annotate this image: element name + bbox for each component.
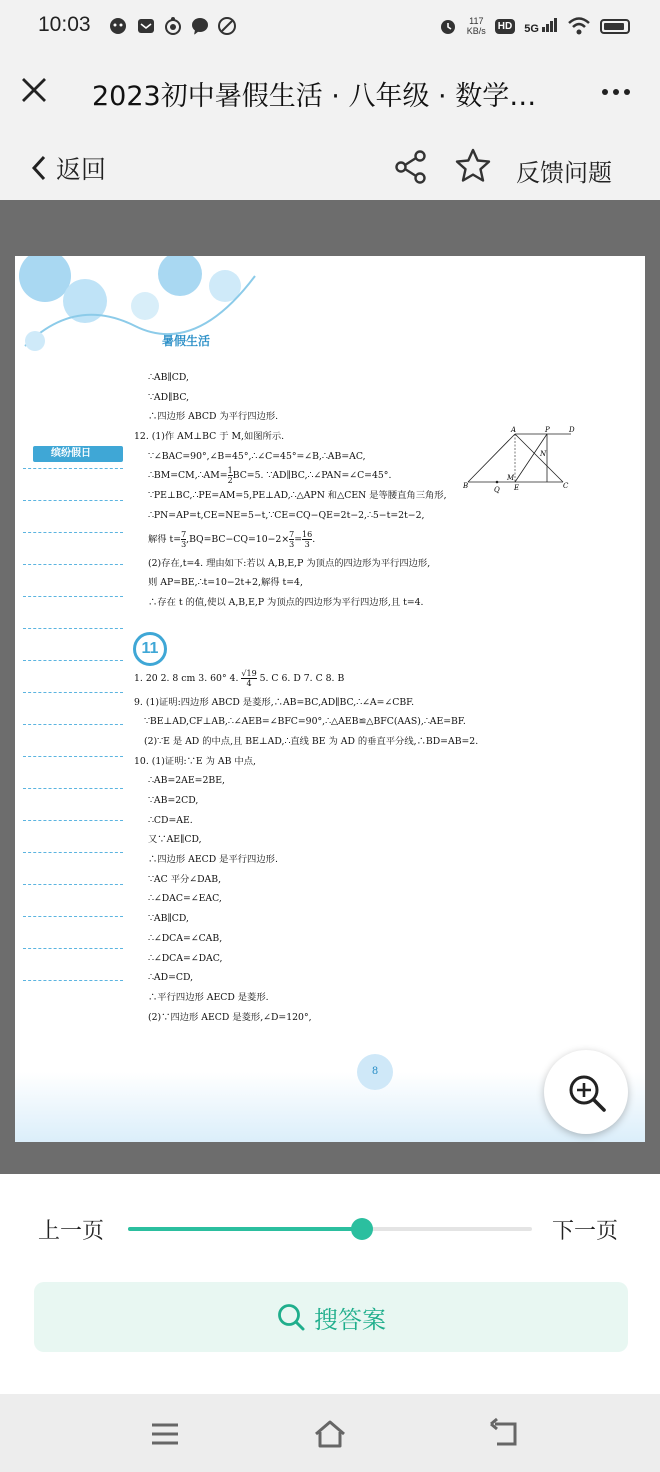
status-bar <box>0 0 660 52</box>
hd-badge: HD <box>495 19 515 34</box>
section-title: 暑假生活 <box>162 334 211 348</box>
fraction <box>302 530 312 549</box>
menu-icon[interactable] <box>147 1416 183 1452</box>
text-line: ∵AC 平分∠DAB, <box>148 873 222 885</box>
text-line: ∴四边形 ABCD 为平行四边形. <box>148 411 279 423</box>
text-segment: = <box>294 533 303 545</box>
text-line: 又∵AE∥CD, <box>148 834 202 846</box>
signal-label: 5G <box>524 22 539 35</box>
text-segment: 5. C 6. D 7. C 8. B <box>256 672 345 684</box>
app-icon <box>163 16 183 36</box>
figure-label: D <box>569 426 575 434</box>
figure-label: E <box>514 484 520 492</box>
chevron-left-icon <box>30 153 48 183</box>
fraction-denominator: 3 <box>289 539 295 549</box>
back-label: 返回 <box>56 155 107 184</box>
text-line: 12. (1)作 AM⊥BC 于 M,如图所示. <box>134 431 285 443</box>
chat-icon <box>190 16 210 36</box>
signal-strength <box>524 18 558 35</box>
search-icon <box>276 1302 306 1332</box>
document-viewer[interactable] <box>0 200 660 1174</box>
text-line: (2)∵四边形 AECD 是菱形,∠D=120°, <box>148 1011 312 1023</box>
title-bar <box>0 52 660 134</box>
text-line: (2)存在,t=4. 理由如下:若以 A,B,E,P 为顶点的四边形为平行四边形, <box>148 557 431 569</box>
text-line: ∵AB∥CD, <box>148 913 189 925</box>
mail-icon <box>136 16 156 36</box>
text-segment: ∴BM=CM,∴AM= <box>148 470 228 482</box>
text-line: ∴AB=2AE=2BE, <box>148 775 225 787</box>
figure-label: C <box>563 482 569 490</box>
text-line: ∵∠BAC=90°,∠B=45°,∴∠C=45°=∠B,∴AB=AC, <box>148 450 366 462</box>
fraction-denominator: 4 <box>246 678 252 688</box>
floral-decoration-icon <box>15 256 305 376</box>
more-dot-icon <box>613 89 619 95</box>
figure-label: M <box>507 474 515 482</box>
text-line: 9. (1)证明:四边形 ABCD 是菱形,∴AB=BC,AD∥BC,∴∠A=∠CBF. <box>134 696 415 708</box>
page-number: 8 <box>357 1054 393 1090</box>
signal-bars-icon <box>542 18 558 32</box>
text-line: ∵BE⊥AD,CF⊥AB,∴∠AEB=∠BFC=90°,∴△AEB≌△BFC(AAS),∴AE=BF. <box>144 716 466 728</box>
fraction-numerator: 7 <box>181 529 187 539</box>
text-line: ∴∠DCA=∠DAC, <box>148 952 223 964</box>
slider-progress <box>128 1227 362 1231</box>
status-time: 10:03 <box>38 13 91 36</box>
fraction <box>241 669 256 688</box>
fraction-denominator: 3 <box>181 539 187 549</box>
more-dot-icon <box>624 89 630 95</box>
battery-icon <box>600 19 630 34</box>
margin-note-lines <box>23 468 123 1012</box>
text-line: ∴四边形 AECD 是平行四边形. <box>148 854 278 866</box>
text-segment: 解得 t= <box>148 533 182 545</box>
back-button[interactable] <box>30 148 106 188</box>
text-segment: BC=5. ∵AD∥BC,∴∠PAN=∠C=45°. <box>232 470 392 482</box>
text-segment: . <box>312 533 316 545</box>
text-line: ∴∠DCA=∠CAB, <box>148 932 223 944</box>
zoom-in-icon[interactable] <box>544 1050 628 1134</box>
document-page <box>15 256 645 1142</box>
text-line: ∴CD=AE. <box>148 814 193 826</box>
more-dot-icon <box>602 89 608 95</box>
text-line: 10. (1)证明:∵E 为 AB 中点, <box>134 755 256 767</box>
notification-icon <box>108 16 128 36</box>
figure-label: N <box>540 450 547 458</box>
system-nav-bar <box>0 1394 660 1472</box>
page-slider[interactable] <box>128 1227 532 1231</box>
page-title: 2023初中暑假生活 · 八年级 · 数学… <box>92 81 537 112</box>
back-nav-icon[interactable] <box>487 1416 523 1452</box>
figure-label: Q <box>494 486 500 494</box>
figure-label: A <box>511 426 517 434</box>
text-line: (2)∵E 是 AD 的中点,且 BE⊥AD,∴直线 BE 为 AD 的垂直平分线,∴BD=AB=2. <box>144 735 479 747</box>
share-icon[interactable] <box>392 148 430 186</box>
section-spacer <box>134 613 634 665</box>
text-segment: ,BQ=BC−CQ=10−2× <box>186 533 290 545</box>
text-line: ∴∠DAC=∠EAC, <box>148 893 222 905</box>
pager-panel <box>0 1174 660 1394</box>
text-line: ∴AB∥CD, <box>148 372 189 383</box>
text-line: ∴平行四边形 AECD 是菱形. <box>148 991 269 1003</box>
wifi-icon <box>567 16 591 36</box>
search-answer-button[interactable] <box>34 1282 628 1352</box>
more-options-button[interactable] <box>596 72 636 112</box>
text-segment: 1. 20 2. 8 cm 3. 60° 4. <box>134 672 242 684</box>
text-line: ∴PN=AP=t,CE=NE=5−t,∵CE=CQ−QE=2t−2,∴5−t=2t−2, <box>148 509 425 521</box>
fraction-denominator: 3 <box>304 539 310 549</box>
side-label: 缤纷假日 <box>33 446 123 462</box>
search-answer-label: 搜答案 <box>314 1305 386 1334</box>
net-speed-value: 117 <box>469 16 484 26</box>
fraction-numerator: √19 <box>241 668 257 678</box>
slider-thumb[interactable] <box>351 1218 373 1240</box>
alarm-icon <box>438 16 458 36</box>
text-line: ∵AB=2CD, <box>148 795 199 806</box>
leaf-icon <box>217 16 237 36</box>
network-speed <box>467 16 486 36</box>
text-line: ∴存在 t 的值,使以 A,B,E,P 为顶点的四边形为平行四边形,且 t=4. <box>148 596 424 608</box>
text-line: ∵AD∥BC, <box>148 391 190 403</box>
fraction-numerator: 1 <box>227 466 233 476</box>
fraction-numerator: 7 <box>289 529 295 539</box>
text-line <box>134 665 634 693</box>
net-speed-unit: KB/s <box>466 26 486 36</box>
prev-page-button[interactable]: 上一页 <box>38 1219 105 1244</box>
geometry-figure <box>463 426 583 496</box>
next-page-button[interactable]: 下一页 <box>552 1219 619 1244</box>
figure-label: P <box>545 426 550 434</box>
text-line: 则 AP=BE,∴t=10−2t+2,解得 t=4, <box>148 577 303 589</box>
close-icon[interactable] <box>14 70 54 110</box>
fraction-denominator: 2 <box>227 476 233 486</box>
text-line: ∴AD=CD, <box>148 972 194 984</box>
text-line: ∵PE⊥BC,∴PE=AM=5,PE⊥AD,∴△APN 和△CEN 是等腰直角三角形, <box>148 490 447 502</box>
home-icon[interactable] <box>312 1416 348 1452</box>
fraction-numerator: 16 <box>302 529 313 539</box>
figure-label: B <box>463 482 469 490</box>
text-line <box>134 526 634 554</box>
feedback-button[interactable]: 反馈问题 <box>516 159 612 187</box>
toolbar <box>0 134 660 200</box>
favorite-star-icon[interactable] <box>454 147 492 185</box>
section-number-badge: 11 <box>133 632 167 666</box>
